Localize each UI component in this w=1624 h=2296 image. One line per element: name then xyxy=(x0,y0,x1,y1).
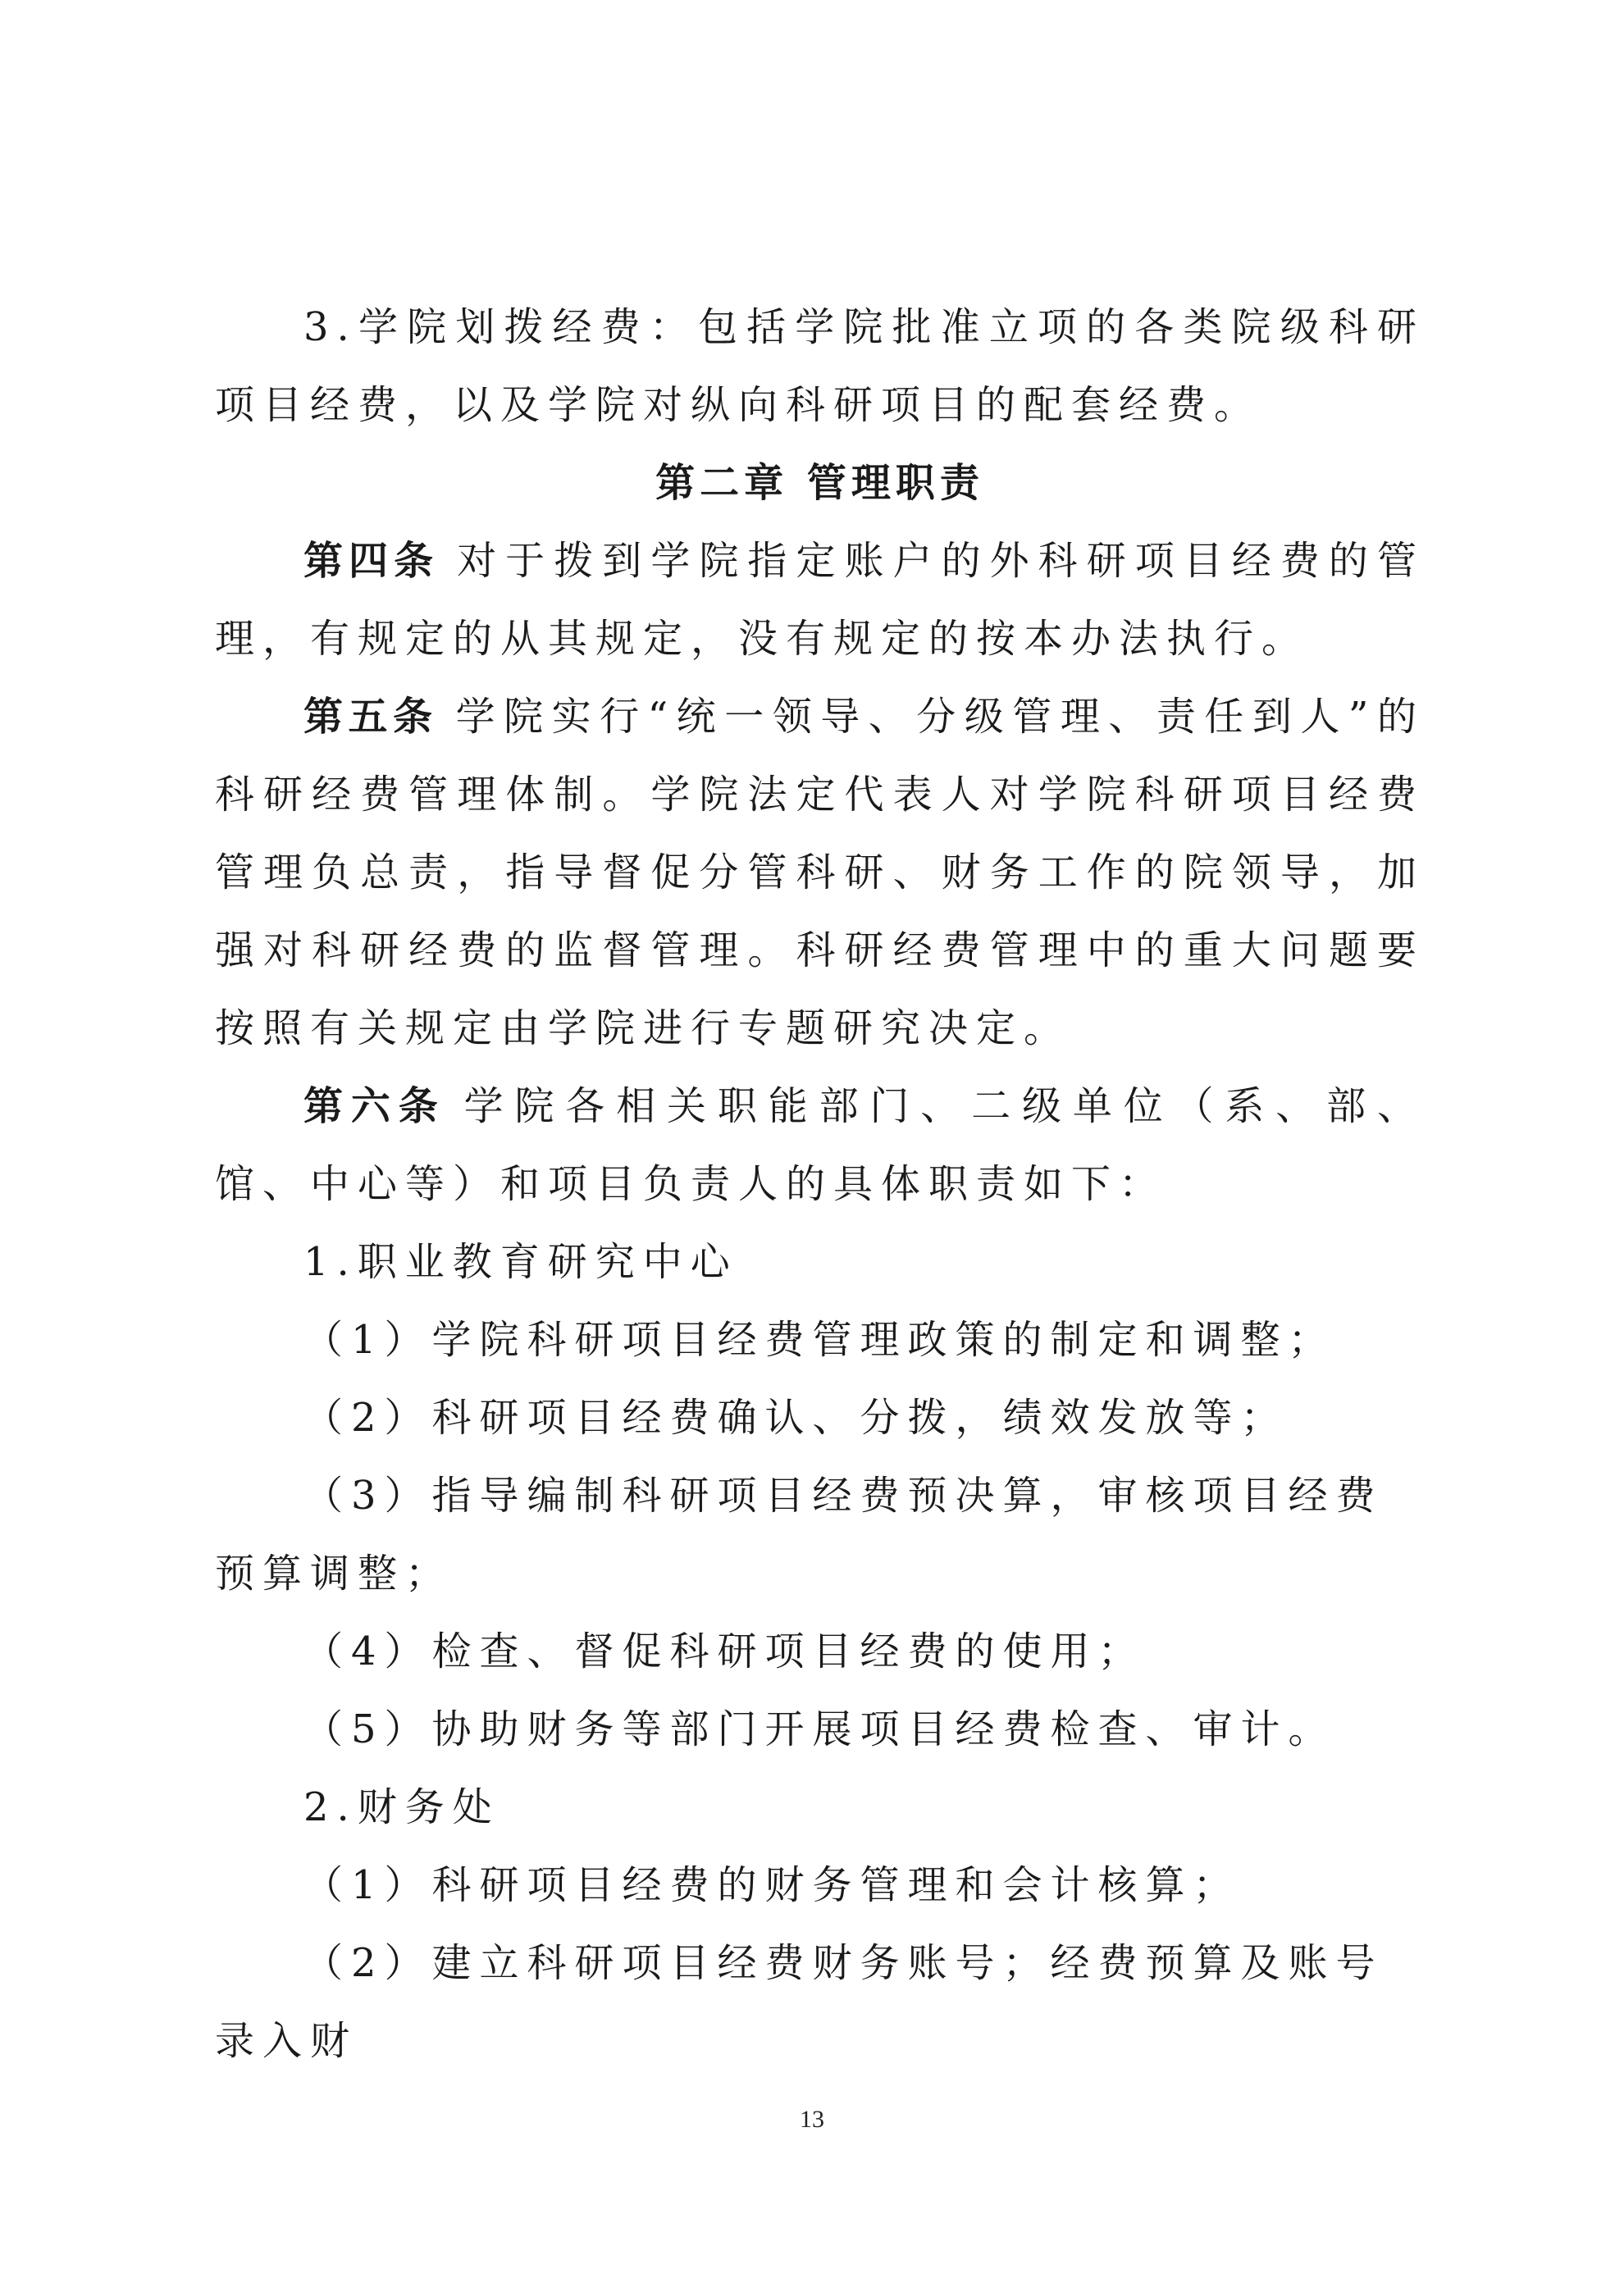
chapter-title: 第二章 管理职责 xyxy=(655,460,984,506)
article-5 xyxy=(215,678,1425,1068)
section-1-item: （1）学院科研项目经费管理政策的制定和调整； xyxy=(303,1317,1336,1363)
article-4 xyxy=(215,522,1425,678)
section-2-title: 2.财务处 xyxy=(303,1784,500,1830)
document-body xyxy=(215,289,1425,2080)
page-number: 13 xyxy=(800,2106,824,2133)
section-2-item: （1）科研项目经费的财务管理和会计核算； xyxy=(303,1862,1241,1908)
article-4-label: 第四条 xyxy=(303,538,440,584)
article-4-text: 对于拨到学院指定账户的外科研项目经费的管理，有规定的从其规定，没有规定的按本办法执行。 xyxy=(215,538,1425,662)
section-1-item: （5）协助财务等部门开展项目经费检查、审计。 xyxy=(303,1706,1336,1752)
section-1-item: （3）指导编制科研项目经费预决算，审核项目经费预算调整； xyxy=(215,1473,1384,1597)
section-2-item: （2）建立科研项目经费财务账号；经费预算及账号录入财 xyxy=(215,1940,1384,2064)
article-5-text: 学院实行“统一领导、分级管理、责任到人”的科研经费管理体制。学院法定代表人对学院科研项目经费管理负总责，指导督促分管科研、财务工作的院领导，加强对科研经费的监督管理。科研经费管理中的重大问题要按照有关规定由学院进行专题研究决定。 xyxy=(215,694,1425,1051)
section-1-item: （4）检查、督促科研项目经费的使用； xyxy=(303,1629,1146,1674)
article-6-text: 学院各相关职能部门、二级单位（系、部、馆、中心等）和项目负责人的具体职责如下： xyxy=(215,1083,1425,1207)
article-6-label: 第六条 xyxy=(303,1083,446,1129)
paragraph-funding-source-3: 3.学院划拨经费：包括学院批准立项的各类院级科研项目经费，以及学院对纵向科研项目的配套经费。 xyxy=(215,304,1425,428)
section-1-item: （2）科研项目经费确认、分拨，绩效发放等； xyxy=(303,1395,1289,1441)
article-5-label: 第五条 xyxy=(303,694,438,740)
section-1-title: 1.职业教育研究中心 xyxy=(303,1239,738,1285)
article-6 xyxy=(215,1068,1425,1223)
